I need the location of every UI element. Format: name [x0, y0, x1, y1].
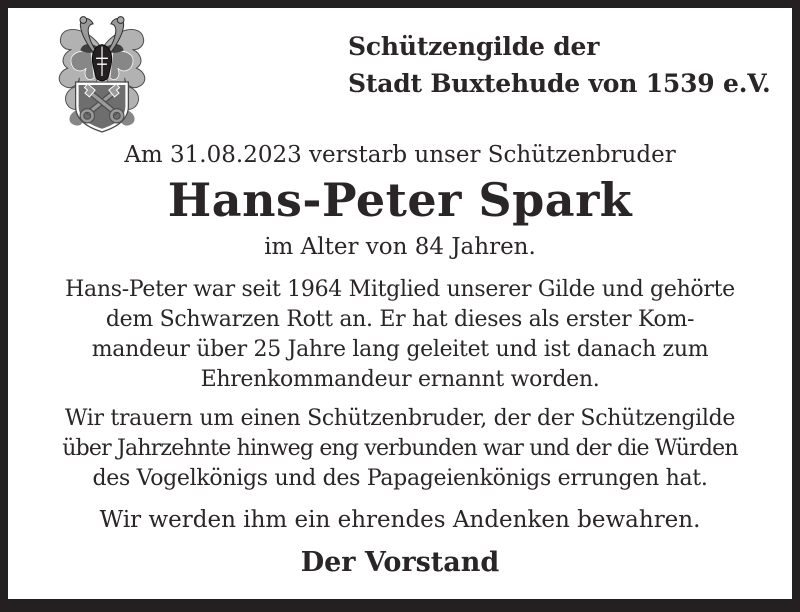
- org-name-line1: Schützengilde der: [348, 32, 600, 61]
- deceased-name: Hans-Peter Spark: [167, 173, 633, 227]
- paragraph-line: dem Schwarzen Rott an. Er hat dieses als erster Kom-: [105, 307, 695, 332]
- mourning-paragraph: [8, 404, 792, 494]
- paragraph-line: mandeur über 25 Jahre lang geleitet und ist danach zum: [91, 337, 709, 362]
- notice-body: [8, 8, 792, 580]
- paragraph-line: Wir trauern um einen Schützenbruder, der der Schützengilde: [64, 406, 736, 431]
- paragraph-line: des Vogelkönigs und des Papageienkönigs errungen hat.: [92, 466, 708, 491]
- age-line: im Alter von 84 Jahren.: [264, 234, 536, 260]
- closing-line: Wir werden ihm ein ehrendes Andenken bewahren.: [99, 507, 701, 533]
- paragraph-line: Ehrenkommandeur ernannt worden.: [200, 367, 600, 392]
- paragraph-line: Hans-Peter war seit 1964 Mitglied unserer Gilde und gehörte: [65, 277, 735, 302]
- signature-line: Der Vorstand: [300, 547, 500, 578]
- biography-paragraph: [8, 275, 792, 395]
- org-name-line2: Stadt Buxtehude von 1539 e.V.: [348, 69, 771, 98]
- death-intro-line: Am 31.08.2023 verstarb unser Schützenbruder: [124, 142, 676, 168]
- paragraph-line: über Jahrzehnte hinweg eng verbunden war und der die Würden: [62, 436, 738, 461]
